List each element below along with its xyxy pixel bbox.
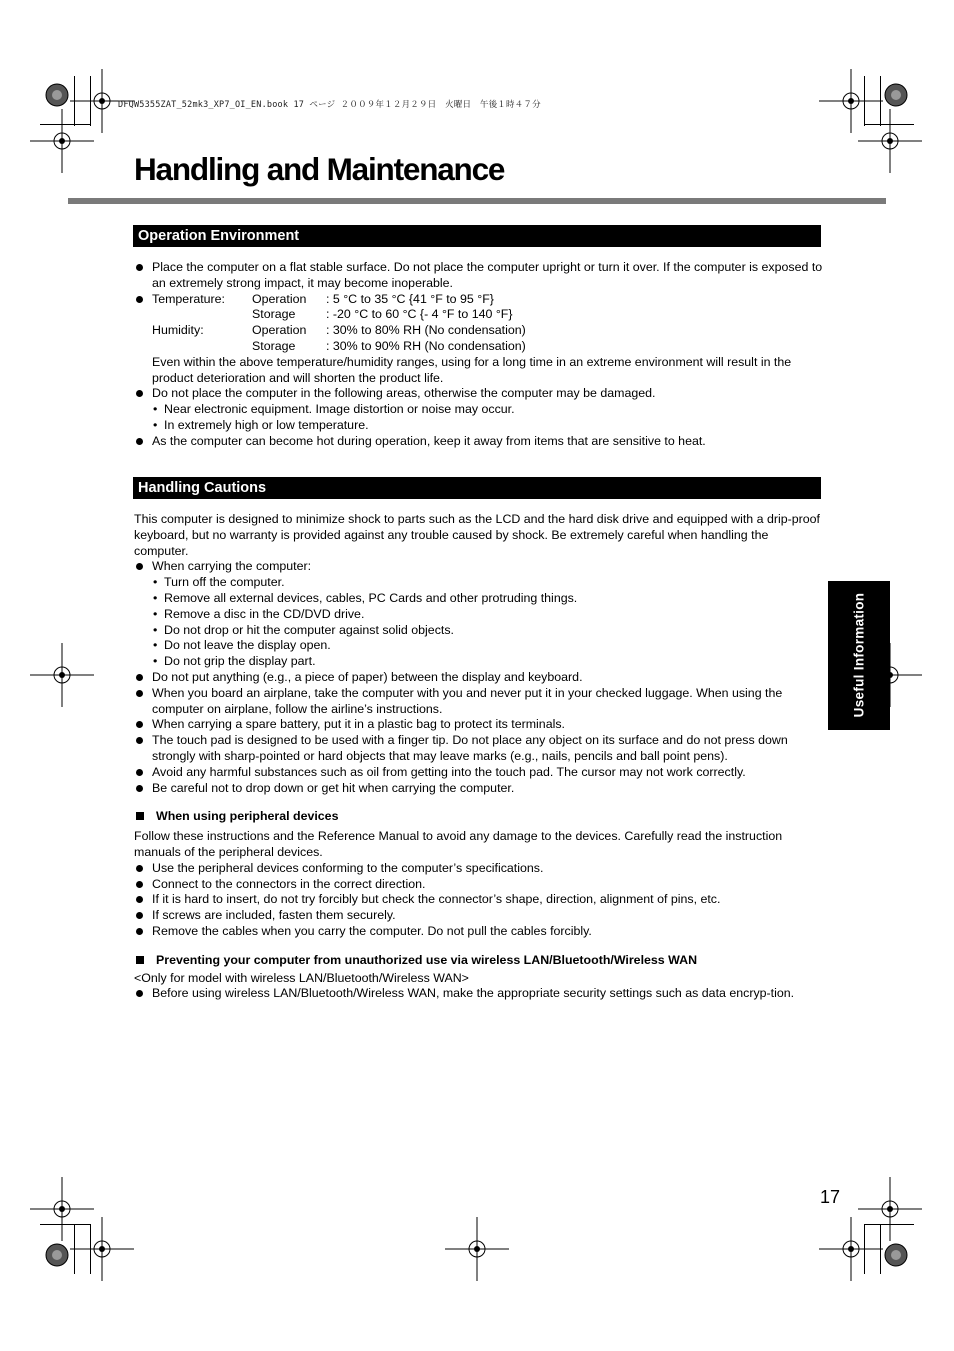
operation-environment-content (134, 260, 824, 450)
list-item: Do not place the computer in the following areas, otherwise the computer may be damaged. (134, 386, 824, 402)
wireless-note: <Only for model with wireless LAN/Bluetooth/Wireless WAN> (134, 970, 469, 985)
sub-list-item: • Do not grip the display part. (134, 654, 824, 670)
table-note: Even within the above temperature/humidity ranges, using for a long time in an extreme environment will result in the product deterioration and will shorten the product life. (152, 354, 792, 385)
sub-list-item: • Do not leave the display open. (134, 638, 824, 654)
list-item: Before using wireless LAN/Bluetooth/Wireless WAN, make the appropriate security settings such as data encryp-tion. (134, 986, 824, 1002)
table-row: Temperature: Operation : 5 °C to 35 °C {41 °F to 95 °F} (152, 291, 494, 306)
list-item: Be careful not to drop down or get hit when carrying the computer. (134, 781, 824, 797)
list-item: Connect to the connectors in the correct direction. (134, 877, 824, 893)
section-heading-operation-environment: Operation Environment (133, 225, 821, 247)
table-row: Storage : 30% to 90% RH (No condensation) (252, 338, 526, 353)
side-tab-label: Useful Information (851, 592, 867, 718)
sub-list-item: • Remove a disc in the CD/DVD drive. (134, 607, 824, 623)
peripheral-intro: Follow these instructions and the Reference Manual to avoid any damage to the devices. Carefully read the instruction manuals of the peripheral devices. (134, 829, 783, 859)
list-item: When carrying the computer: (134, 559, 824, 575)
subheading-peripheral-devices: When using peripheral devices (134, 809, 824, 825)
sub-list-item: • Do not drop or hit the computer against solid objects. (134, 623, 824, 639)
list-item: The touch pad is designed to be used with a finger tip. Do not place any object on its surface and do not press down strongly with sharp-pointed or hard objects that may leave marks (e.g., nails, pencils and ball point pens). (134, 733, 824, 765)
section-heading-handling-cautions: Handling Cautions (133, 477, 821, 499)
handling-cautions-content (134, 512, 824, 1002)
page-title: Handling and Maintenance (134, 151, 505, 187)
list-item: When you board an airplane, take the computer with you and never put it in your checked luggage. When using the computer on airplane, follow the airline’s instructions. (134, 686, 824, 718)
sub-list-item: • In extremely high or low temperature. (134, 418, 824, 434)
title-rule (68, 198, 886, 204)
list-item: Use the peripheral devices conforming to the computer’s specifications. (134, 861, 824, 877)
list-item: If screws are included, fasten them securely. (134, 908, 824, 924)
sub-list-item: • Remove all external devices, cables, PC Cards and other protruding things. (134, 591, 824, 607)
side-tab-useful-information (828, 581, 890, 730)
list-item: Place the computer on a flat stable surface. Do not place the computer upright or turn it over. If the computer is exposed to an extremely strong impact, it may become inoperable. (134, 260, 824, 292)
sub-list-item: • Turn off the computer. (134, 575, 824, 591)
list-item: Avoid any harmful substances such as oil from getting into the touch pad. The cursor may not work correctly. (134, 765, 824, 781)
environment-table (134, 292, 824, 387)
list-item: As the computer can become hot during operation, keep it away from items that are sensitive to heat. (134, 434, 824, 450)
sub-list-item: • Near electronic equipment. Image distortion or noise may occur. (134, 402, 824, 418)
list-item: If it is hard to insert, do not try forcibly but check the connector’s shape, direction, alignment of pins, etc. (134, 892, 824, 908)
table-row: Humidity: Operation : 30% to 80% RH (No condensation) (152, 323, 526, 338)
print-header: DFQW5355ZAT_52mk3_XP7_OI_EN.book 17 ページ ２００９年１２月２９日 火曜日 午後１時４７分 (118, 100, 541, 110)
list-item: When carrying a spare battery, put it in a plastic bag to protect its terminals. (134, 717, 824, 733)
subheading-wireless: Preventing your computer from unauthorized use via wireless LAN/Bluetooth/Wireless WAN (134, 953, 824, 969)
table-row: Storage : -20 °C to 60 °C {- 4 °F to 140 °F} (252, 307, 513, 322)
page-number: 17 (820, 1187, 841, 1207)
list-item: Do not put anything (e.g., a piece of paper) between the display and keyboard. (134, 670, 824, 686)
list-item (134, 292, 824, 387)
list-item: Remove the cables when you carry the computer. Do not pull the cables forcibly. (134, 924, 824, 940)
intro-paragraph: This computer is designed to minimize shock to parts such as the LCD and the hard disk drive and equipped with a drip-proof keyboard, but no warranty is provided against any trouble caused by shock. Be extremely careful when handling the computer. (134, 512, 820, 558)
